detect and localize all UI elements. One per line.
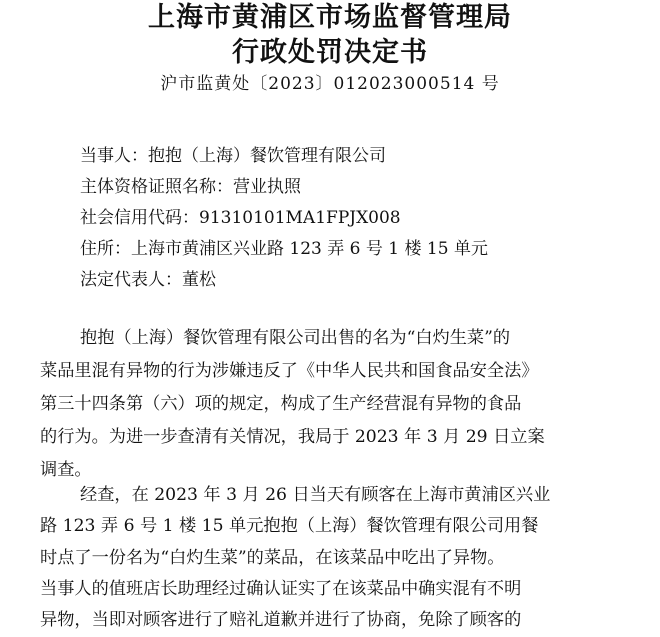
paragraph-line: 菜品里混有异物的行为涉嫌违反了《中华人民共和国食品安全法》 <box>40 361 539 381</box>
paragraph-line: 当事人的值班店长助理经过确认证实了在该菜品中确实混有不明 <box>40 579 522 599</box>
party-name: 当事人：抱抱（上海）餐饮管理有限公司 <box>80 146 386 166</box>
paragraph-line: 抱抱（上海）餐饮管理有限公司出售的名为“白灼生菜”的 <box>80 328 511 348</box>
paragraph-line: 经查，在 2023 年 3 月 26 日当天有顾客在上海市黄浦区兴业 <box>80 485 551 505</box>
party-qualification: 主体资格证照名称：营业执照 <box>80 177 301 197</box>
paragraph-line: 路 123 弄 6 号 1 楼 15 单元抱抱（上海）餐饮管理有限公司用餐 <box>40 516 539 536</box>
paragraph-line: 第三十四条第（六）项的规定，构成了生产经营混有异物的食品 <box>40 394 522 414</box>
party-legal-representative: 法定代表人：董松 <box>80 270 216 290</box>
document-number: 沪市监黄处〔2023〕012023000514 号 <box>160 74 500 94</box>
party-address: 住所：上海市黄浦区兴业路 123 弄 6 号 1 楼 15 单元 <box>80 239 488 259</box>
paragraph-line: 的行为。为进一步查清有关情况，我局于 2023 年 3 月 29 日立案 <box>40 427 545 447</box>
paragraph-line: 异物，当即对顾客进行了赔礼道歉并进行了协商，免除了顾客的 <box>40 610 522 630</box>
party-credit-code: 社会信用代码：91310101MA1FPJX008 <box>80 208 401 228</box>
paragraph-line: 时点了一份名为“白灼生菜”的菜品，在该菜品中吃出了异物。 <box>40 548 505 568</box>
document-title-agency: 上海市黄浦区市场监督管理局 <box>148 2 512 33</box>
document-title-type: 行政处罚决定书 <box>232 37 428 68</box>
paragraph-line: 调查。 <box>40 460 92 480</box>
